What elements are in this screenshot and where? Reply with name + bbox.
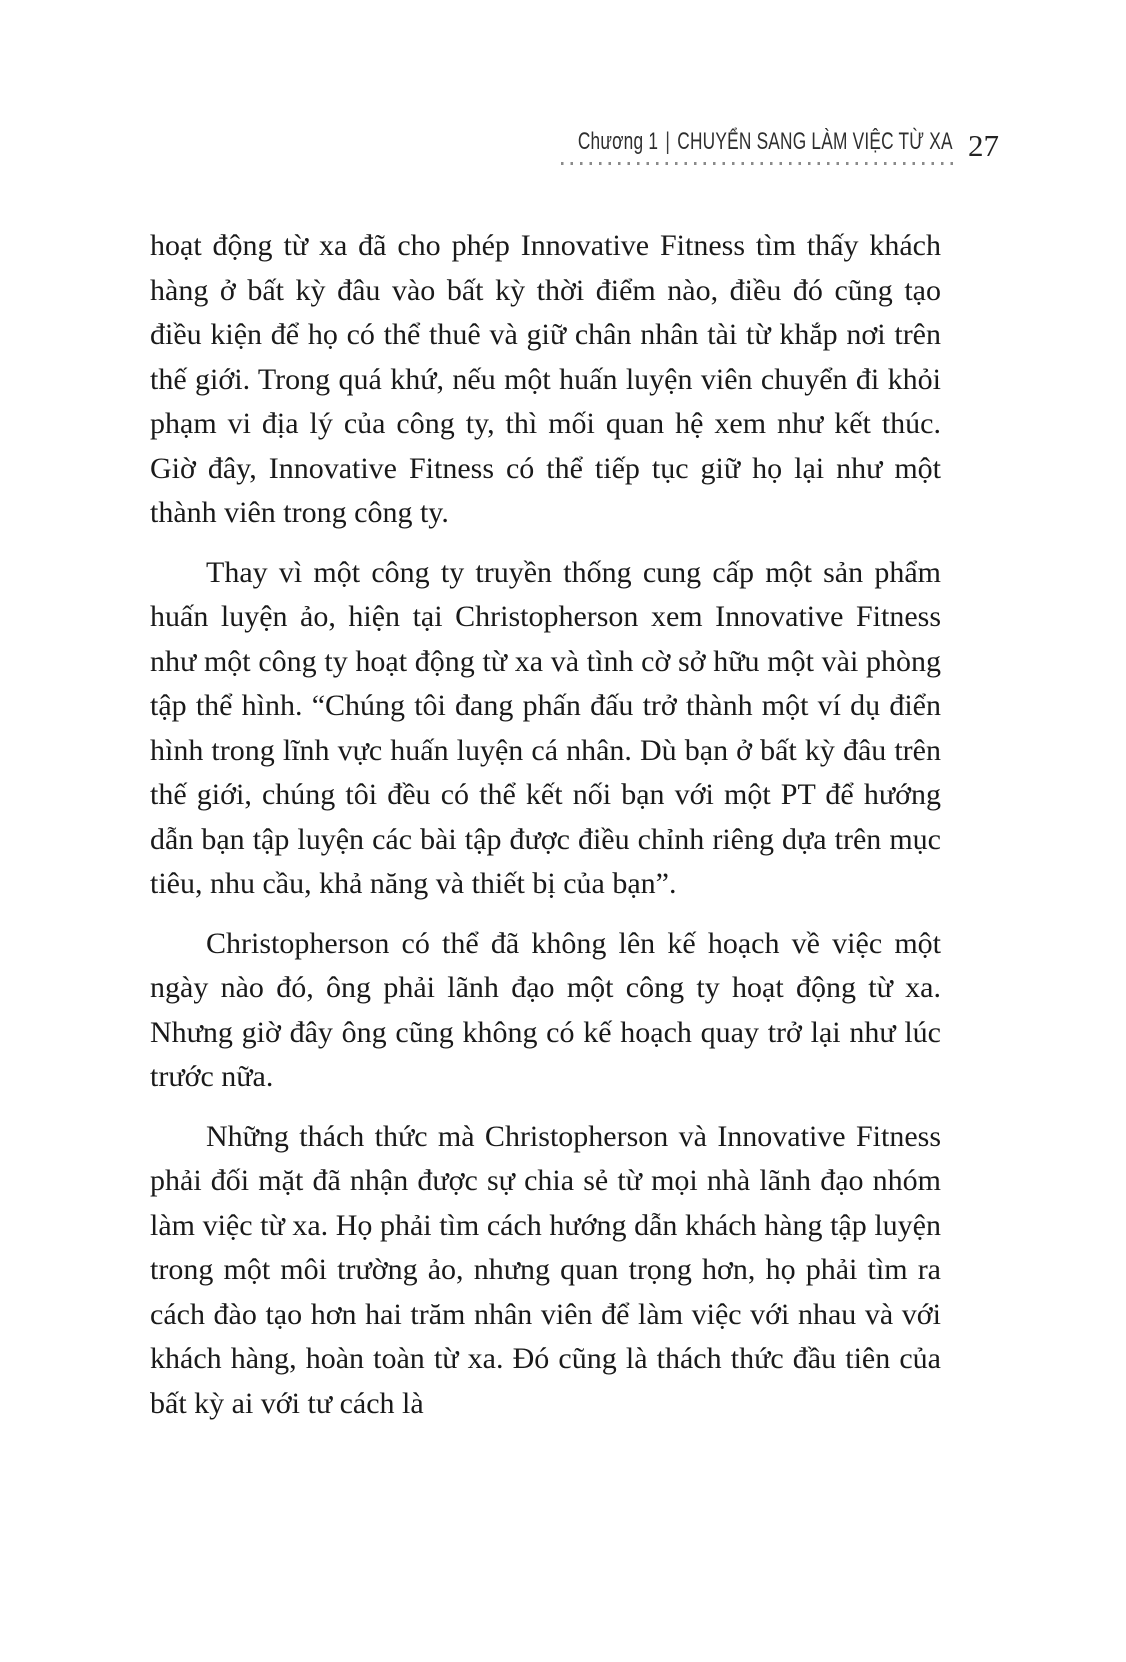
page-body (150, 224, 941, 1426)
paragraph: Những thách thức mà Christopherson và Innovative Fitness phải đối mặt đã nhận được sự chia sẻ từ mọi nhà lãnh đạo nhóm làm việc từ xa. Họ phải tìm cách hướng dẫn khách hàng tập luyện trong một môi trường ảo, nhưng quan trọng hơn, họ phải tìm ra cách đào tạo hơn hai trăm nhân viên để làm việc với nhau và với khách hàng, hoàn toàn từ xa. Đó cũng là thách thức đầu tiên của bất kỳ ai với tư cách là (150, 1119, 941, 1420)
dotted-rule (561, 162, 953, 165)
running-header (432, 128, 953, 165)
chapter-title: CHUYỂN SANG LÀM VIỆC TỪ XA (677, 128, 953, 155)
page-number: 27 (968, 128, 999, 163)
header-separator: | (665, 128, 671, 155)
paragraph: Christopherson có thể đã không lên kế hoạch về việc một ngày nào đó, ông phải lãnh đạo một công ty hoạt động từ xa. Nhưng giờ đây ông cũng không có kế hoạch quay trở lại như lúc trước nữa. (150, 926, 941, 1093)
paragraph: Thay vì một công ty truyền thống cung cấp một sản phẩm huấn luyện ảo, hiện tại Christopherson xem Innovative Fitness như một công ty hoạt động từ xa và tình cờ sở hữu một vài phòng tập thể hình. “Chúng tôi đang phấn đấu trở thành một ví dụ điển hình trong lĩnh vực huấn luyện cá nhân. Dù bạn ở bất kỳ đâu trên thế giới, chúng tôi đều có thể kết nối bạn với một PT để hướng dẫn bạn tập luyện các bài tập được điều chỉnh riêng dựa trên mục tiêu, nhu cầu, khả năng và thiết bị của bạn”. (150, 555, 941, 900)
chapter-label: Chương 1 (578, 128, 659, 155)
running-header-text (578, 128, 953, 156)
paragraph: hoạt động từ xa đã cho phép Innovative Fitness tìm thấy khách hàng ở bất kỳ đâu vào bất kỳ thời điểm nào, điều đó cũng tạo điều kiện để họ có thể thuê và giữ chân nhân tài từ khắp nơi trên thế giới. Trong quá khứ, nếu một huấn luyện viên chuyển đi khỏi phạm vi địa lý của công ty, thì mối quan hệ xem như kết thúc. Giờ đây, Innovative Fitness có thể tiếp tục giữ họ lại như một thành viên trong công ty. (150, 229, 941, 529)
